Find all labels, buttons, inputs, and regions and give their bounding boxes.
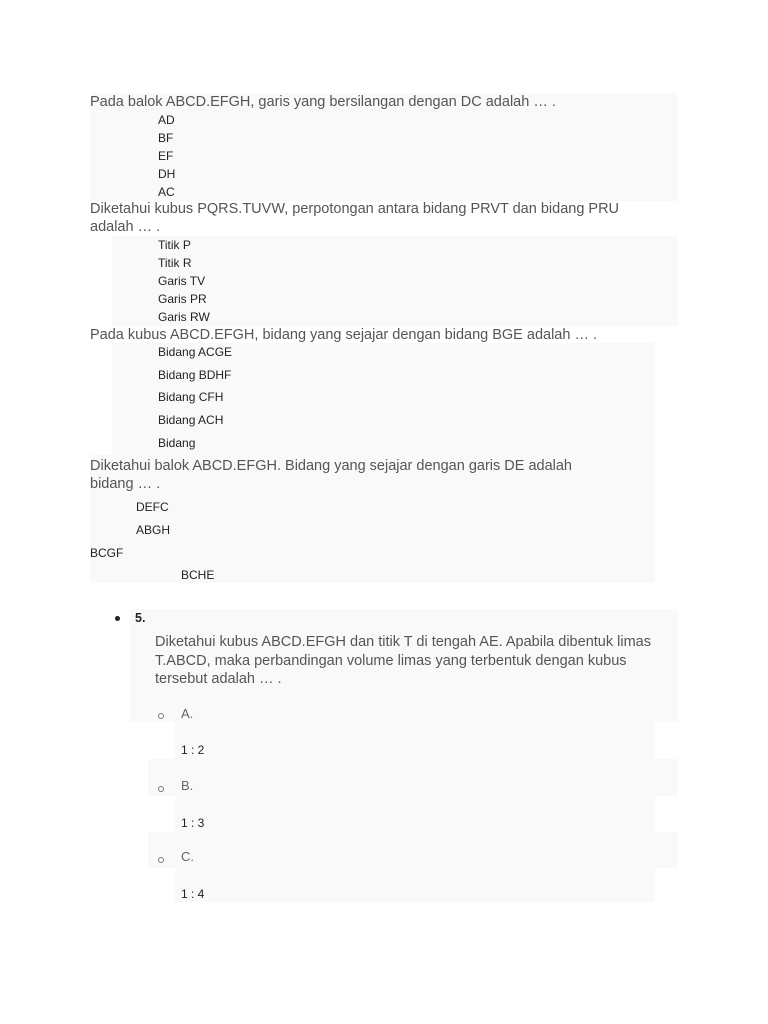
q5-text-line3: tersebut adalah … . bbox=[155, 671, 282, 687]
q2-option: Garis RW bbox=[158, 310, 210, 324]
q5-choice-value: 1 : 3 bbox=[181, 816, 205, 830]
q3-option: Bidang ACGE bbox=[158, 345, 233, 359]
circle-bullet-icon bbox=[158, 857, 164, 863]
q3-text: Pada kubus ABCD.EFGH, bidang yang sejajar dengan bidang BGE adalah … . bbox=[90, 327, 598, 343]
q2-text-line2: adalah … . bbox=[90, 219, 161, 235]
q2-text-line1: Diketahui kubus PQRS.TUVW, perpotongan antara bidang PRVT dan bidang PRU bbox=[90, 201, 620, 217]
q2-option: Titik R bbox=[158, 256, 192, 270]
q4-option: BCHE bbox=[181, 568, 215, 582]
q5-choice-value: 1 : 2 bbox=[181, 743, 205, 757]
q3-option: Bidang BDHF bbox=[158, 368, 232, 382]
q2-option: Titik P bbox=[158, 238, 191, 252]
q5-choice-value: 1 : 4 bbox=[181, 887, 205, 901]
q5-choice-letter: A. bbox=[181, 706, 194, 721]
q5-choice-a-panel bbox=[175, 722, 655, 759]
q1-option: BF bbox=[158, 131, 174, 145]
q5-text-line2: T.ABCD, maka perbandingan volume limas yang terbentuk dengan kubus bbox=[155, 653, 627, 669]
list-bullet-icon bbox=[115, 616, 120, 621]
q5-text-line1: Diketahui kubus ABCD.EFGH dan titik T di tengah AE. Apabila dibentuk limas bbox=[155, 634, 651, 650]
q5-choice-letter: C. bbox=[181, 849, 194, 864]
q2-option: Garis TV bbox=[158, 274, 206, 288]
q1-option: AC bbox=[158, 185, 175, 199]
q2-option: Garis PR bbox=[158, 292, 207, 306]
q3-option: Bidang ACH bbox=[158, 413, 224, 427]
q5-row-b-panel bbox=[148, 759, 678, 796]
q4-option: DEFC bbox=[136, 500, 169, 514]
q5-choice-letter: B. bbox=[181, 778, 194, 793]
q4-text-line1: Diketahui balok ABCD.EFGH. Bidang yang sejajar dengan garis DE adalah bbox=[90, 458, 572, 474]
q5-choice-c-panel bbox=[175, 868, 655, 902]
q5-number: 5. bbox=[135, 611, 146, 625]
q3-option: Bidang CFH bbox=[158, 390, 224, 404]
q1-option: DH bbox=[158, 167, 176, 181]
q4-option: ABGH bbox=[136, 523, 171, 537]
q1-text: Pada balok ABCD.EFGH, garis yang bersilangan dengan DC adalah … . bbox=[90, 94, 556, 110]
q1-option: AD bbox=[158, 113, 175, 127]
q1-option: EF bbox=[158, 149, 174, 163]
q4-text-line2: bidang … . bbox=[90, 476, 161, 492]
q3-option: Bidang bbox=[158, 436, 196, 450]
q4-option: BCGF bbox=[90, 546, 124, 560]
circle-bullet-icon bbox=[158, 786, 164, 792]
circle-bullet-icon bbox=[158, 713, 164, 719]
q5-row-c-panel bbox=[148, 832, 678, 868]
q5-choice-b-panel bbox=[175, 796, 655, 832]
